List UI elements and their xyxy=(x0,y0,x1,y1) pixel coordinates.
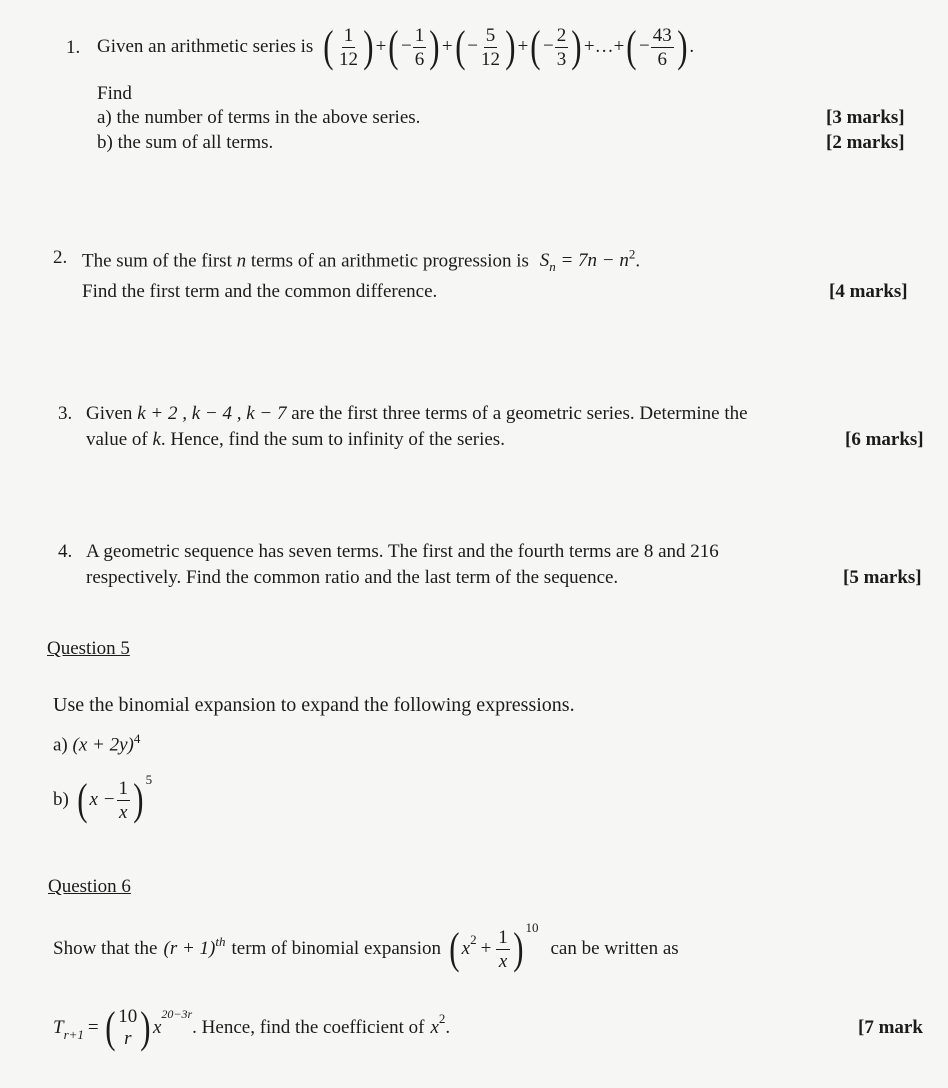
q5-part-b: b) ( x − $\frac{1}{x}$ ) 5 xyxy=(53,772,153,824)
q5-part-a: a) $(x + 2y)^4$ xyxy=(53,731,141,756)
q1-find: Find xyxy=(97,83,132,104)
q6-line1: Show that the (r + 1) th term of binomial expansion ( x 2 + $\frac{1}{x}$ ) 10 can be written as xyxy=(53,920,679,973)
q4-number: 4. xyxy=(58,541,73,562)
q6-binomial: 10 r xyxy=(118,1006,138,1049)
q6-heading: Question 6 xyxy=(48,876,131,897)
q1-ellipsis: +…+ xyxy=(583,36,625,57)
q3-line1: Given k + 2 , k − 4 , k − 7 are the first three terms of a geometric series. Determine the xyxy=(86,403,748,424)
q2-line2: Find the first term and the common difference. xyxy=(82,281,438,302)
q6-marks: [7 mark xyxy=(858,1017,923,1038)
q1-term-2: ( − $\frac{1}{6}$ ) xyxy=(388,22,440,71)
q2-line1: The sum of the first n terms of an arithmetic progression is $S_n = 7n - n^2$. xyxy=(82,247,641,275)
q3-number: 3. xyxy=(58,403,73,424)
q1-last-term: ( − $\frac{43}{6}$ ) xyxy=(626,22,688,71)
q3-terms: k + 2 , k − 4 , k − 7 xyxy=(137,403,287,424)
q3-marks: [6 marks] xyxy=(845,429,924,450)
q2-marks: [4 marks] xyxy=(829,281,908,302)
q1-intro: Given an arithmetic series is xyxy=(97,36,314,57)
q2-formula: $S_n = 7n - n^2$ xyxy=(539,247,636,275)
q4-marks: [5 marks] xyxy=(843,567,922,588)
q3-line2: value of k. Hence, find the sum to infinity of the series. xyxy=(86,429,505,450)
q1-part-b: b) the sum of all terms. xyxy=(97,132,274,153)
q5-heading: Question 5 xyxy=(47,638,130,659)
q1-part-b-marks: [2 marks] xyxy=(826,132,905,153)
q1-part-a-marks: [3 marks] xyxy=(826,107,905,128)
q1-part-a: a) the number of terms in the above series. xyxy=(97,107,421,128)
q1-number: 1. xyxy=(66,37,81,58)
q1-series-line: Given an arithmetic series is ( $\frac{1}{12}$ ) + ( − $\frac{1}{6}$ ) + ( − $\frac{5}{12}$ ) + ( − $\frac{2}{3}$ ) +…+ ( − $\frac{43}{6}$ ) . xyxy=(97,22,695,71)
q4-line1: A geometric sequence has seven terms. The first and the fourth terms are 8 and 216 xyxy=(86,541,719,562)
q1-term-4: ( − $\frac{2}{3}$ ) xyxy=(530,22,582,71)
q4-line2: respectively. Find the common ratio and the last term of the sequence. xyxy=(86,567,619,588)
q6-line2: T r+1 = ( 10 r ) x 20−3r . Hence, find the coefficient of x 2 . xyxy=(53,1003,451,1052)
q1-term-1: ( $\frac{1}{12}$ ) xyxy=(323,22,374,71)
q2-number: 2. xyxy=(53,247,68,268)
q1-term-3: ( − $\frac{5}{12}$ ) xyxy=(454,22,516,71)
q5-instruction: Use the binomial expansion to expand the following expressions. xyxy=(53,694,575,716)
